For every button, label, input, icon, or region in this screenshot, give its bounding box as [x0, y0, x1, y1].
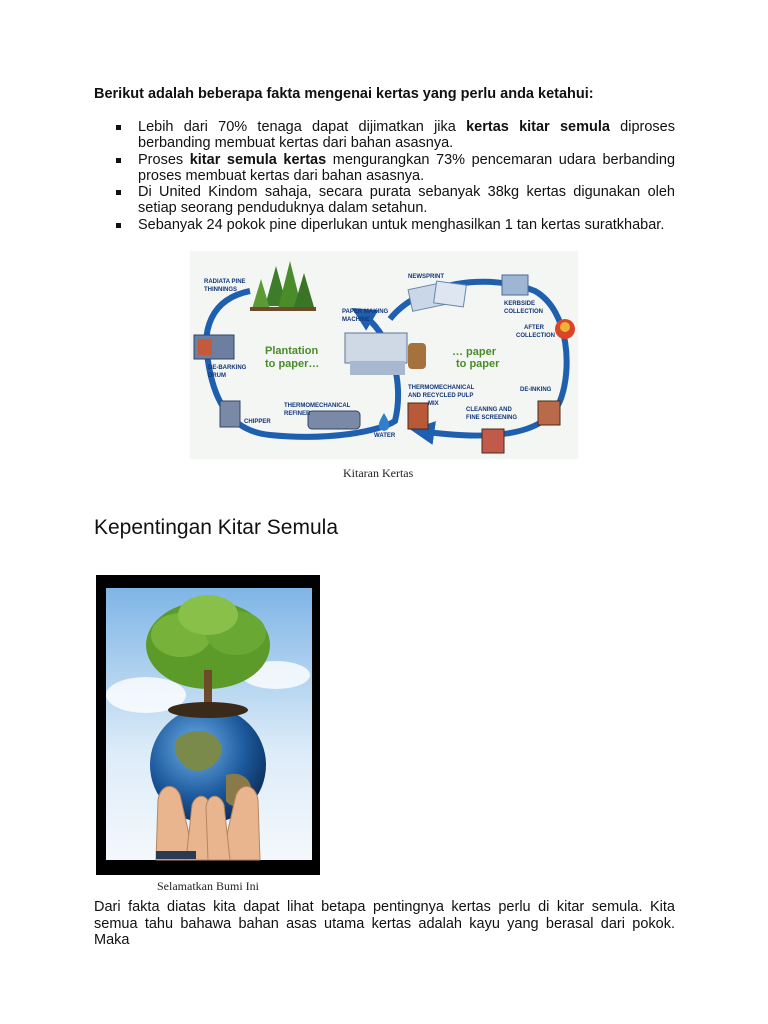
body-paragraph: Dari fakta diatas kita dapat lihat betapa pentingnya kertas perlu di kitar semula. Kita semua tahu bahawa bahan asas utama kertas adalah kayu yang berasal dari pokok. Maka — [94, 899, 675, 948]
kerbside-bin-icon — [502, 275, 528, 295]
label-radiata-1: RADIATA PINE — [204, 279, 246, 285]
pine-trees-icon — [250, 261, 316, 311]
fact-text: mengurangkan 73% pencemaran udara berbanding proses membuat kertas dari bahan asasnya. — [138, 151, 676, 184]
label-debarking-2: DRUM — [208, 373, 226, 379]
label-chipper: CHIPPER — [244, 419, 271, 425]
fact-item — [94, 184, 675, 217]
label-plantation-2: to paper… — [265, 358, 320, 370]
fact-text: Di United Kindom sahaja, secara purata sebanyak 38kg kertas digunakan oleh setiap seorang penduduknya dalam setahun. — [138, 184, 675, 217]
label-paper-machine-2: MACHINE — [342, 317, 370, 323]
label-debarking-1: DE-BARKING — [208, 365, 247, 371]
label-thermo-refiner-2: REFINER — [284, 411, 311, 417]
fact-item — [94, 217, 675, 233]
label-thermo-recycled-3: MIX — [428, 401, 439, 407]
newsprint-icon — [408, 281, 466, 311]
water-drop-icon — [379, 413, 390, 431]
label-kerbside-1: KERBSIDE — [504, 301, 536, 307]
label-kerbside-2: COLLECTION — [504, 309, 543, 315]
label-newsprint: NEWSPRINT — [408, 274, 444, 280]
fact-bold-text: kertas kitar semula — [466, 119, 610, 135]
fact-item — [94, 152, 675, 185]
paper-cycle-diagram — [190, 251, 578, 459]
paper-cycle-figure — [190, 251, 578, 459]
label-thermo-recycled-2: AND RECYCLED PULP — [408, 393, 474, 399]
label-plantation-1: Plantation — [265, 345, 319, 357]
label-paper-machine-1: PAPER MAKING — [342, 309, 389, 315]
intro-heading: Berikut adalah beberapa fakta mengenai kertas yang perlu anda ketahui: — [94, 86, 594, 102]
earth-tree-illustration — [96, 575, 320, 875]
label-radiata-2: THINNINGS — [204, 287, 237, 293]
screening-icon — [482, 429, 504, 453]
debarking-drum-icon — [194, 335, 234, 359]
pulp-mix-icon — [408, 403, 428, 429]
label-thermo-recycled-1: THERMOMECHANICAL — [408, 385, 475, 391]
poster-caption: Selamatkan Bumi Ini — [157, 879, 259, 893]
fact-list — [94, 119, 675, 233]
chipper-icon — [220, 401, 240, 427]
refiner-icon — [308, 411, 360, 429]
label-thermo-refiner-1: THERMOMECHANICAL — [284, 403, 351, 409]
paper-machine-icon — [345, 333, 426, 375]
fact-bold-text: kitar semula kertas — [189, 151, 327, 168]
fact-text: Sebanyak 24 pokok pine diperlukan untuk menghasilkan 1 tan kertas suratkhabar. — [138, 216, 665, 233]
label-cleaning-1: CLEANING AND — [466, 407, 512, 413]
label-after-1: AFTER — [524, 325, 544, 331]
label-deinking: DE-INKING — [520, 387, 552, 393]
section-heading: Kepentingan Kitar Semula — [94, 516, 338, 539]
fact-text: Lebih dari 70% tenaga dapat dijimatkan jika — [138, 119, 467, 135]
label-paper-to-paper-2: to paper — [456, 358, 500, 370]
label-after-2: COLLECTION — [516, 333, 555, 339]
label-cleaning-2: FINE SCREENING — [466, 415, 518, 421]
deinking-tank-icon — [538, 401, 560, 425]
label-water: WATER — [374, 433, 396, 439]
fact-item — [94, 119, 675, 152]
fire-icon — [555, 319, 575, 339]
save-earth-image — [96, 575, 320, 875]
fact-text: diproses berbanding membuat kertas dari bahan asasnya. — [138, 119, 675, 152]
label-paper-to-paper-1: … paper — [452, 346, 497, 358]
figure-caption: Kitaran Kertas — [343, 466, 414, 480]
fact-text: Proses — [138, 151, 190, 168]
